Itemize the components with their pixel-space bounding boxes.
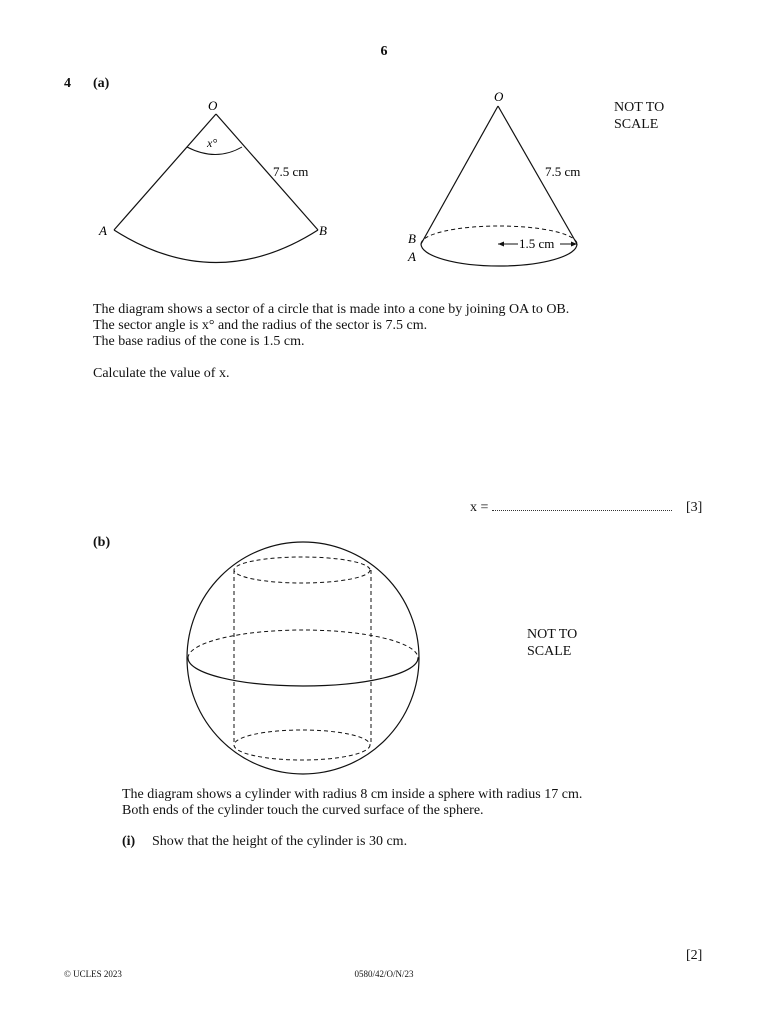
cone-label-o: O	[494, 89, 504, 104]
answer-line-x[interactable]: x =	[470, 500, 710, 516]
sphere-cylinder-diagram	[180, 540, 430, 775]
part-a-description: The diagram shows a sector of a circle that is made into a cone by joining OA to OB. The sector angle is x° and the radius of the sector is 7.5 cm. The base radius of the cone is 1.5 cm.	[93, 302, 570, 349]
cone-label-a: A	[408, 249, 416, 264]
not-to-scale-a: NOT TO SCALE	[614, 100, 665, 132]
not-to-scale-b: NOT TO SCALE	[527, 627, 578, 659]
sphere-equator-front	[188, 658, 418, 686]
part-a-instruction: Calculate the value of x.	[93, 366, 230, 381]
page-number: 6	[380, 44, 388, 59]
cylinder-bottom	[234, 730, 370, 760]
marks-b-i: [2]	[686, 948, 703, 963]
sub-question-i: (i) Show that the height of the cylinder is 30 cm.	[122, 834, 408, 849]
sector-arc	[114, 230, 318, 263]
part-b-label: (b)	[93, 535, 111, 550]
part-b-description: The diagram shows a cylinder with radius 8 cm inside a sphere with radius 17 cm. Both ends of the cylinder touch the curved surface of the sphere.	[122, 787, 583, 818]
cylinder-top	[234, 557, 370, 583]
marks-a: [3]	[686, 500, 703, 515]
sector-radius-label: 7.5 cm	[273, 164, 309, 179]
sector-angle-label: x°	[207, 136, 218, 150]
cone-side-left	[421, 106, 498, 244]
sector-label-o: O	[208, 98, 218, 113]
arrowhead-left	[498, 242, 504, 247]
footer-copyright: © UCLES 2023	[64, 969, 122, 979]
sector-diagram	[90, 90, 340, 275]
sphere-equator-back	[188, 630, 418, 658]
sector-label-a: A	[99, 223, 107, 238]
sector-edge-oa	[114, 114, 216, 230]
question-number: 4	[64, 76, 71, 91]
cone-slant-label: 7.5 cm	[545, 164, 581, 179]
sector-label-b: B	[319, 223, 327, 238]
cone-label-b: B	[408, 231, 416, 246]
footer-code: 0580/42/O/N/23	[354, 969, 414, 979]
sphere-outline	[187, 542, 419, 774]
cone-base-radius-label: 1.5 cm	[519, 236, 555, 251]
cone-diagram	[400, 86, 600, 271]
part-a-label: (a)	[93, 76, 110, 91]
